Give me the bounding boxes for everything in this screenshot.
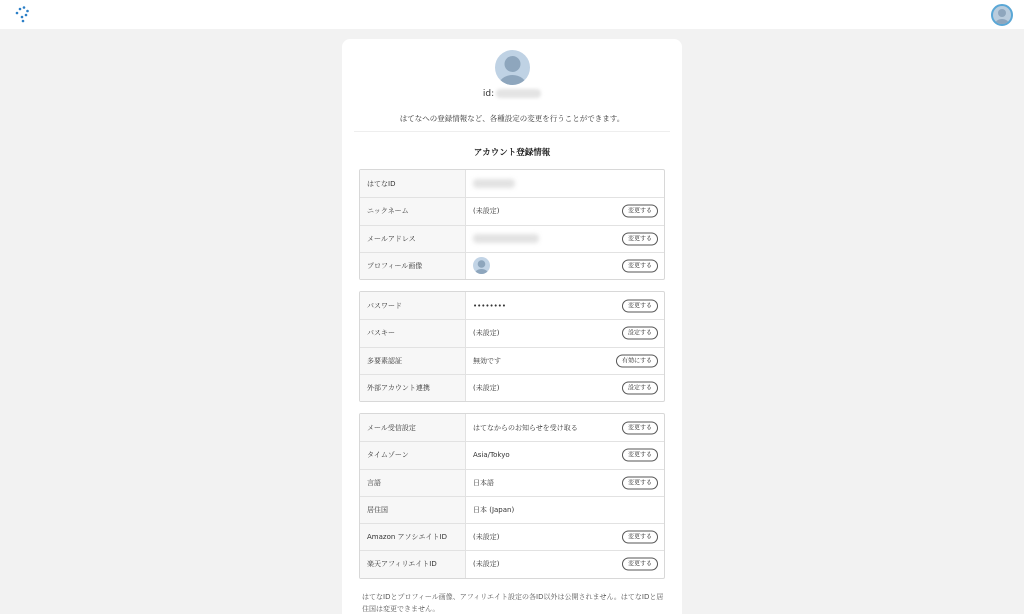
email-redacted [473, 234, 539, 243]
divider [354, 131, 670, 132]
row-label: 言語 [360, 470, 466, 496]
settings-row-hatena-id [360, 170, 664, 197]
row-value: (未設定) [473, 383, 500, 392]
settings-row-rakuten-affiliate [360, 550, 664, 577]
change-mail-settings-button[interactable]: 変更する [622, 421, 658, 434]
row-label: タイムゾーン [360, 442, 466, 468]
settings-group-profile [359, 169, 665, 280]
settings-group-security [359, 291, 665, 402]
row-value: 日本 (Japan) [473, 505, 515, 514]
settings-group-preferences [359, 413, 665, 579]
change-profile-image-button[interactable]: 変更する [622, 259, 658, 272]
settings-row-mail-settings [360, 414, 664, 441]
row-label: プロフィール画像 [360, 253, 466, 279]
row-label: Amazon アソシエイトID [360, 524, 466, 550]
row-value: 日本語 [473, 478, 494, 487]
settings-row-profile-image [360, 252, 664, 279]
profile-image-thumbnail [473, 257, 490, 274]
row-value: 無効です [473, 356, 501, 365]
settings-row-language [360, 469, 664, 496]
row-value: (未設定) [473, 207, 500, 216]
profile-avatar [495, 50, 530, 85]
row-value: Asia/Tokyo [473, 451, 510, 460]
settings-row-email [360, 225, 664, 252]
row-label: パスワード [360, 292, 466, 319]
row-value: (未設定) [473, 329, 500, 338]
set-external-account-button[interactable]: 設定する [622, 381, 658, 394]
change-email-button[interactable]: 変更する [622, 232, 658, 245]
row-label: 居住国 [360, 497, 466, 523]
settings-row-nickname [360, 197, 664, 224]
settings-row-country [360, 496, 664, 523]
row-label: 外部アカウント連携 [360, 375, 466, 401]
user-avatar-icon[interactable] [991, 4, 1013, 26]
user-id-redacted [496, 89, 541, 98]
row-value [473, 226, 594, 252]
settings-row-external-account [360, 374, 664, 401]
enable-mfa-button[interactable]: 有効にする [616, 354, 658, 367]
set-passkey-button[interactable]: 設定する [622, 327, 658, 340]
row-label: メールアドレス [360, 226, 466, 252]
change-timezone-button[interactable]: 変更する [622, 449, 658, 462]
row-value: •••••••• [473, 301, 507, 310]
settings-row-password [360, 292, 664, 319]
privacy-footnote: はてなIDとプロフィール画像、アフィリエイト設定の各ID以外は公開されません。はてなIDと居住国は変更できません。 [362, 593, 664, 613]
top-bar [0, 0, 1024, 29]
change-language-button[interactable]: 変更する [622, 476, 658, 489]
row-label: メール受信設定 [360, 414, 466, 441]
account-settings-card [342, 39, 682, 614]
change-amazon-associate-button[interactable]: 変更する [622, 531, 658, 544]
change-password-button[interactable]: 変更する [622, 299, 658, 312]
row-label: 楽天アフィリエイトID [360, 551, 466, 577]
row-label: パスキー [360, 320, 466, 346]
page-description: はてなへの登録情報など、各種設定の変更を行うことができます。 [399, 114, 625, 123]
row-label: はてなID [360, 170, 466, 197]
row-value: はてなからのお知らせを受け取る [473, 423, 578, 432]
section-title: アカウント登録情報 [473, 148, 551, 158]
hatena-logo-icon[interactable] [14, 5, 32, 23]
row-value [473, 170, 594, 197]
hatena-id-redacted [473, 179, 515, 188]
user-id-line [342, 89, 682, 99]
row-label: ニックネーム [360, 198, 466, 224]
row-value [473, 253, 594, 279]
settings-row-timezone [360, 441, 664, 468]
user-id-prefix: id: [482, 89, 495, 99]
row-value: (未設定) [473, 560, 500, 569]
row-value: (未設定) [473, 533, 500, 542]
change-nickname-button[interactable]: 変更する [622, 205, 658, 218]
settings-row-passkey [360, 319, 664, 346]
change-rakuten-affiliate-button[interactable]: 変更する [622, 558, 658, 571]
row-label: 多要素認証 [360, 348, 466, 374]
settings-row-amazon-associate [360, 523, 664, 550]
settings-row-mfa [360, 347, 664, 374]
